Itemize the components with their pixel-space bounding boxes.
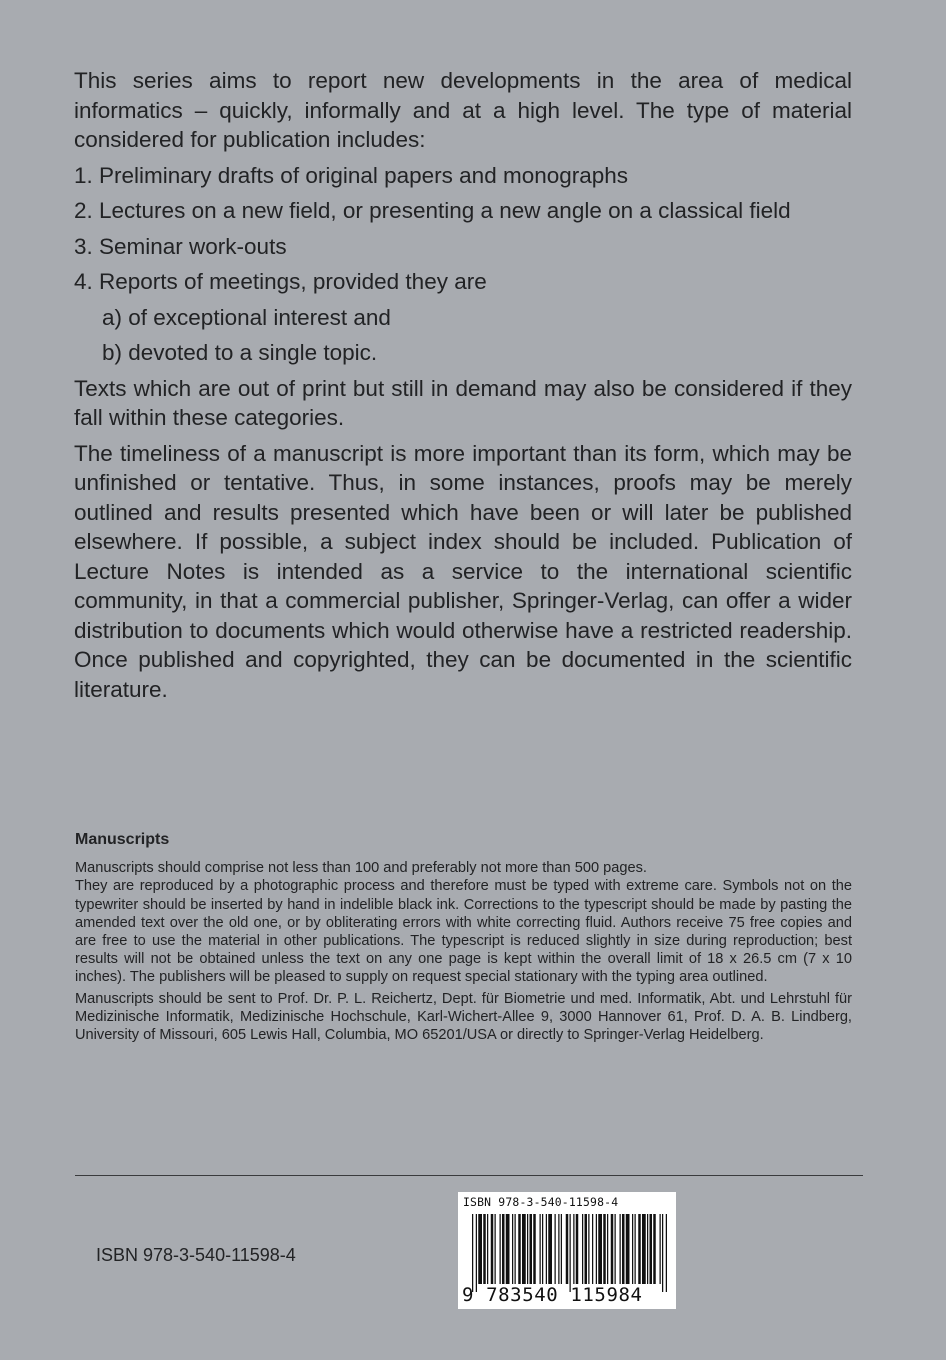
barcode-bar (607, 1214, 608, 1284)
list-item: 2. Lectures on a new field, or presenting a new angle on a classical field (74, 198, 791, 223)
barcode-bar (650, 1214, 653, 1284)
barcode-bar (506, 1214, 510, 1284)
intro-paragraph: This series aims to report new developments in the area of medical informatics – quickly, informally and at a high level. The type of material considered for publication includes: (74, 68, 852, 152)
divider-line (75, 1175, 863, 1176)
barcode-bar (518, 1214, 521, 1284)
barcode-bar (491, 1214, 494, 1284)
barcode-bar (530, 1214, 533, 1284)
barcode-bar (533, 1214, 536, 1284)
barcode-bar (653, 1214, 656, 1284)
barcode-bar (635, 1214, 636, 1284)
sub-list-item: a) of exceptional interest and (102, 304, 391, 330)
barcode-bar (548, 1214, 552, 1284)
barcode-bar (632, 1214, 633, 1284)
barcode-bar (638, 1214, 641, 1284)
barcode-bar (472, 1214, 473, 1292)
barcode-bar (615, 1214, 616, 1284)
isbn-label: ISBN 978-3-540-11598-4 (96, 1245, 296, 1265)
list-item: 3. Seminar work-outs (74, 233, 287, 259)
barcode-bar (611, 1214, 614, 1284)
barcode-bar (522, 1214, 526, 1284)
manuscripts-length: Manuscripts should comprise not less than 100 and preferably not more than 500 pages. (75, 860, 647, 877)
manuscripts-section (75, 831, 852, 1044)
barcode-bar (527, 1214, 528, 1284)
barcode-bar (576, 1214, 579, 1284)
barcode-bar (515, 1214, 516, 1284)
barcode-bar (483, 1214, 486, 1284)
barcode-bar (542, 1214, 543, 1284)
barcode-bar (647, 1214, 648, 1284)
barcode-bar (546, 1214, 547, 1284)
barcode-bar (495, 1214, 496, 1284)
barcode-bar (478, 1214, 482, 1284)
barcode-bar (512, 1214, 513, 1284)
barcode-bar (582, 1214, 583, 1284)
series-description (74, 66, 852, 704)
barcode-bar (620, 1214, 621, 1284)
barcode-isbn-label: ISBN 978-3-540-11598-4 (463, 1195, 619, 1209)
list-item: 1. Preliminary drafts of original papers and monographs (74, 162, 629, 188)
timeliness-paragraph: The timeliness of a manuscript is more important than its form, which may be unfinished or tentative. Thus, in some instances, proofs may be merely outlined and results presented which have been or will later be published elsewhere. If possible, a subject index should be included. Publication of Lecture Notes is intended as a service to the international scientific community, in that a commercial publisher, Springer-Verlag, can offer a wider distribution to documents which would otherwise have a restricted readership. Once published and copyrighted, they can be documented in the scientific literature. (74, 440, 852, 702)
barcode-bar (666, 1214, 667, 1292)
barcode-digits: 9 783540 115984 (462, 1284, 643, 1306)
barcode-bar (588, 1214, 589, 1284)
barcode-bar (570, 1214, 571, 1292)
barcode-bar (561, 1214, 562, 1284)
barcode (458, 1192, 676, 1309)
manuscripts-address: Manuscripts should be sent to Prof. Dr. P. L. Reichertz, Dept. für Biometrie und med. Informatik, Abt. und Lehrstuhl für Medizinische Informatik, Medizinische Hochschule, Karl-Wichert-Allee 9, 3000 Hannover 61, Prof. D. A. B. Lindberg, University of Missouri, 605 Lewis Hall, Columbia, MO 65201/USA or directly to Springer-Verlag Heidelberg. (75, 990, 852, 1044)
barcode-bar (500, 1214, 501, 1284)
barcode-bar (642, 1214, 646, 1284)
barcode-bar (622, 1214, 625, 1284)
barcode-bar (592, 1214, 593, 1284)
manuscripts-heading: Manuscripts (75, 831, 170, 848)
barcode-bar (540, 1214, 541, 1284)
barcode-bar (626, 1214, 630, 1284)
sub-list-item: b) devoted to a single topic. (102, 340, 378, 365)
barcode-bar (502, 1214, 505, 1284)
barcode-bar (598, 1214, 602, 1284)
barcode-bar (596, 1214, 597, 1284)
barcode-bar (662, 1214, 663, 1292)
barcode-bar (476, 1214, 477, 1292)
barcode-bar (573, 1214, 574, 1284)
manuscripts-instructions: They are reproduced by a photographic process and therefore must be typed with extreme care. Symbols not on the typewriter should be inserted by hand in indelible black ink. Corrections to the typescript should be made by pasting the amended text over the old one, or by obliterating errors with white correcting fluid. Authors receive 75 free copies and are free to use the material in other publications. The typescript is reduced slightly in size during reproduction; best results will not be obtained unless the text on any one page is kept within the overall limit of 18 x 26.5 cm (7 x 10 inches). The publishers will be pleased to supply on request special stationary with the typing area outlined. (75, 878, 852, 986)
barcode-bar (487, 1214, 488, 1284)
material-list (74, 161, 852, 368)
list-item: 4. Reports of meetings, provided they are (74, 269, 487, 294)
barcode-bar (585, 1214, 588, 1284)
out-of-print-paragraph: Texts which are out of print but still in demand may also be considered if they fall within these categories. (74, 375, 852, 430)
barcode-bar (603, 1214, 606, 1284)
barcode-bar (555, 1214, 556, 1284)
barcode-bar (660, 1214, 661, 1284)
barcode-bar (566, 1214, 569, 1284)
barcode-bar (558, 1214, 559, 1284)
